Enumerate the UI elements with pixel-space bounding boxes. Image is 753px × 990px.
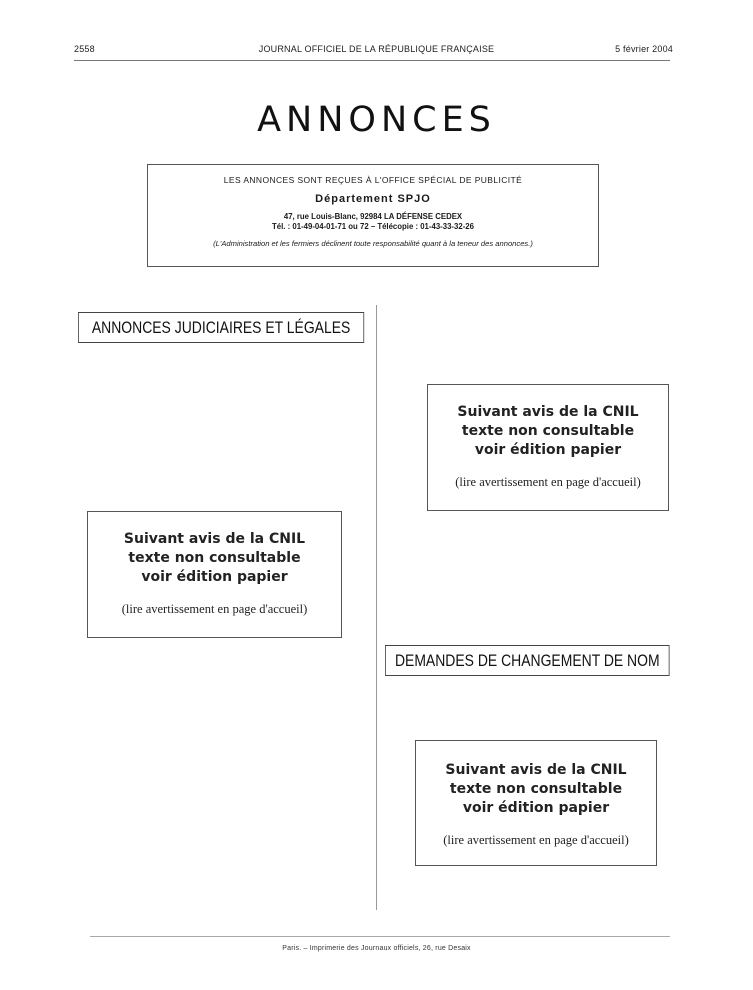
notice-line: Suivant avis de la CNIL [123,531,306,547]
footer-imprint: Paris. – Imprimerie des Journaux officiels, 26, rue Desaix [282,945,471,952]
section-heading-changement-nom: DEMANDES DE CHANGEMENT DE NOM [385,645,670,676]
journal-title: JOURNAL OFFICIEL DE LA RÉPUBLIQUE FRANÇAISE [258,44,495,54]
column-divider [376,305,377,910]
header-rule [74,60,670,61]
page-title: ANNONCES [257,100,496,140]
notice-line: texte non consultable [128,550,301,566]
notice-line: voir édition papier [462,800,610,816]
address: 47, rue Louis-Blanc, 92984 LA DÉFENSE CEDEX [283,212,463,221]
notice-line: Suivant avis de la CNIL [457,404,639,420]
cnil-notice [87,511,342,638]
notice-line: Suivant avis de la CNIL [445,762,627,778]
disclaimer: (L'Administration et les fermiers déclinent toute responsabilité quant à la teneur des annonces.) [213,239,533,248]
notice-line: texte non consultable [449,781,623,797]
info-box [147,164,599,267]
footer-rule [90,936,670,937]
notice-line: voir édition papier [141,569,288,585]
phone: Tél. : 01-49-04-01-71 ou 72 – Télécopie : 01-43-33-32-26 [272,222,474,231]
info-line: LES ANNONCES SONT REÇUES À L'OFFICE SPÉCIAL DE PUBLICITÉ [223,175,523,185]
cnil-notice [415,740,657,866]
notice-line: texte non consultable [461,423,635,439]
notice-note: (lire avertissement en page d'accueil) [455,475,641,489]
cnil-notice [427,384,669,511]
notice-note: (lire avertissement en page d'accueil) [121,602,308,616]
department-name: Département SPJO [315,193,431,205]
notice-line: voir édition papier [474,442,622,458]
section-heading-annonces-judiciaires: ANNONCES JUDICIAIRES ET LÉGALES [78,312,364,343]
notice-note: (lire avertissement en page d'accueil) [443,833,629,847]
page-number: 2558 [74,44,95,54]
issue-date: 5 février 2004 [615,44,673,54]
